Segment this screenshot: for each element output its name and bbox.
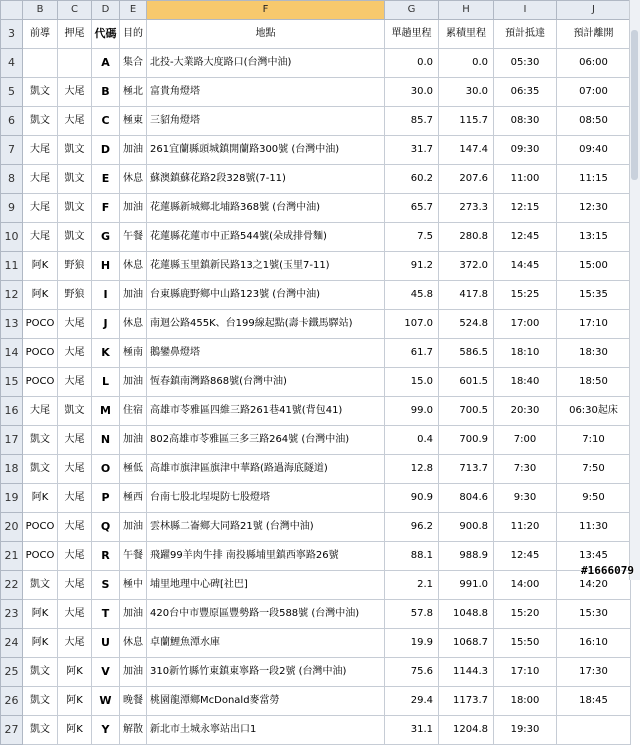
cell-tail[interactable]: 阿K xyxy=(58,716,92,745)
cell-arrival[interactable]: 11:00 xyxy=(494,165,557,194)
cell-distance[interactable]: 85.7 xyxy=(385,107,439,136)
table-row xyxy=(1,426,631,455)
cell-code[interactable]: I xyxy=(92,281,120,310)
cell-code[interactable]: K xyxy=(92,339,120,368)
cell-tail[interactable]: 大尾 xyxy=(58,484,92,513)
cell-departure[interactable]: 14:20 xyxy=(557,571,631,600)
cell-cumulative[interactable]: 417.8 xyxy=(439,281,494,310)
cell-tail[interactable]: 大尾 xyxy=(58,513,92,542)
cell-cumulative[interactable]: 1204.8 xyxy=(439,716,494,745)
cell-purpose[interactable]: 休息 xyxy=(120,310,147,339)
watermark-id: #1666079 xyxy=(581,564,634,577)
cell-lead[interactable]: 阿K xyxy=(23,281,58,310)
cell-departure[interactable]: 15:00 xyxy=(557,252,631,281)
cell-purpose[interactable]: 極低 xyxy=(120,455,147,484)
cell-purpose[interactable]: 加油 xyxy=(120,194,147,223)
table-row xyxy=(1,513,631,542)
cell-location[interactable]: 花蓮縣花蓮市中正路544號(朵成排骨麵) xyxy=(147,223,385,252)
cell-lead[interactable]: 凱文 xyxy=(23,687,58,716)
cell-cumulative[interactable]: 1173.7 xyxy=(439,687,494,716)
table-row xyxy=(1,629,631,658)
cell-lead[interactable]: 大尾 xyxy=(23,397,58,426)
cell-lead[interactable]: 大尾 xyxy=(23,136,58,165)
cell-location[interactable]: 鵝鑾鼻燈塔 xyxy=(147,339,385,368)
cell-cumulative[interactable]: 601.5 xyxy=(439,368,494,397)
cell-cumulative[interactable]: 372.0 xyxy=(439,252,494,281)
cell-arrival[interactable]: 06:35 xyxy=(494,78,557,107)
cell-arrival[interactable]: 08:30 xyxy=(494,107,557,136)
cell-code[interactable]: H xyxy=(92,252,120,281)
cell-distance[interactable]: 0.4 xyxy=(385,426,439,455)
column-header[interactable]: E xyxy=(120,1,147,20)
header-cell-departure[interactable]: 預計離開 xyxy=(557,20,631,49)
header-cell-distance[interactable]: 單趟里程 xyxy=(385,20,439,49)
cell-code[interactable]: J xyxy=(92,310,120,339)
cell-departure[interactable]: 17:10 xyxy=(557,310,631,339)
cell-departure[interactable]: 11:30 xyxy=(557,513,631,542)
cell-code[interactable]: G xyxy=(92,223,120,252)
cell-arrival[interactable]: 14:45 xyxy=(494,252,557,281)
cell-distance[interactable]: 107.0 xyxy=(385,310,439,339)
row-number[interactable]: 5 xyxy=(1,78,23,107)
select-all-corner[interactable] xyxy=(1,1,23,20)
cell-distance[interactable]: 12.8 xyxy=(385,455,439,484)
cell-arrival[interactable]: 12:45 xyxy=(494,223,557,252)
cell-purpose[interactable]: 加油 xyxy=(120,658,147,687)
cell-cumulative[interactable]: 804.6 xyxy=(439,484,494,513)
cell-location[interactable]: 富貴角燈塔 xyxy=(147,78,385,107)
cell-tail[interactable]: 大尾 xyxy=(58,571,92,600)
cell-departure[interactable]: 18:50 xyxy=(557,368,631,397)
cell-lead[interactable]: POCO xyxy=(23,368,58,397)
cell-location[interactable]: 飛躍99羊肉牛排 南投縣埔里鎮西寧路26號 xyxy=(147,542,385,571)
cell-location[interactable]: 花蓮縣玉里鎮新民路13之1號(玉里7-11) xyxy=(147,252,385,281)
cell-arrival[interactable]: 17:00 xyxy=(494,310,557,339)
cell-tail[interactable]: 凱文 xyxy=(58,223,92,252)
cell-cumulative[interactable]: 0.0 xyxy=(439,49,494,78)
cell-purpose[interactable]: 加油 xyxy=(120,600,147,629)
cell-location[interactable]: 310新竹縣竹東鎮東寧路一段2號 (台灣中油) xyxy=(147,658,385,687)
row-number[interactable]: 25 xyxy=(1,658,23,687)
cell-lead[interactable]: 阿K xyxy=(23,629,58,658)
table-row xyxy=(1,107,631,136)
cell-purpose[interactable]: 休息 xyxy=(120,629,147,658)
column-header[interactable]: B xyxy=(23,1,58,20)
table-row xyxy=(1,716,631,745)
header-cell-tail[interactable]: 押尾 xyxy=(58,20,92,49)
row-number[interactable]: 26 xyxy=(1,687,23,716)
table-row xyxy=(1,455,631,484)
row-number[interactable]: 11 xyxy=(1,252,23,281)
cell-cumulative[interactable]: 207.6 xyxy=(439,165,494,194)
cell-lead[interactable]: 阿K xyxy=(23,484,58,513)
cell-lead[interactable]: 大尾 xyxy=(23,165,58,194)
row-number[interactable]: 9 xyxy=(1,194,23,223)
row-number[interactable]: 4 xyxy=(1,49,23,78)
row-number[interactable]: 18 xyxy=(1,455,23,484)
cell-distance[interactable]: 90.9 xyxy=(385,484,439,513)
cell-code[interactable]: Y xyxy=(92,716,120,745)
cell-cumulative[interactable]: 1068.7 xyxy=(439,629,494,658)
cell-tail[interactable]: 大尾 xyxy=(58,368,92,397)
cell-tail[interactable]: 大尾 xyxy=(58,600,92,629)
cell-departure[interactable]: 18:30 xyxy=(557,339,631,368)
cell-tail[interactable]: 凱文 xyxy=(58,397,92,426)
cell-lead[interactable]: 大尾 xyxy=(23,194,58,223)
cell-tail[interactable]: 大尾 xyxy=(58,542,92,571)
table-row xyxy=(1,542,631,571)
cell-code[interactable]: N xyxy=(92,426,120,455)
cell-arrival[interactable]: 11:20 xyxy=(494,513,557,542)
column-header[interactable]: I xyxy=(494,1,557,20)
cell-purpose[interactable]: 休息 xyxy=(120,252,147,281)
cell-purpose[interactable]: 極南 xyxy=(120,339,147,368)
row-number[interactable]: 24 xyxy=(1,629,23,658)
cell-distance[interactable]: 2.1 xyxy=(385,571,439,600)
row-number[interactable]: 6 xyxy=(1,107,23,136)
cell-tail[interactable]: 野狼 xyxy=(58,281,92,310)
cell-departure[interactable]: 11:15 xyxy=(557,165,631,194)
row-number[interactable]: 15 xyxy=(1,368,23,397)
cell-departure[interactable]: 9:50 xyxy=(557,484,631,513)
cell-purpose[interactable]: 解散 xyxy=(120,716,147,745)
cell-cumulative[interactable]: 1144.3 xyxy=(439,658,494,687)
cell-cumulative[interactable]: 115.7 xyxy=(439,107,494,136)
row-number[interactable]: 13 xyxy=(1,310,23,339)
cell-location[interactable]: 恆春鎮南灣路868號(台灣中油) xyxy=(147,368,385,397)
column-header[interactable]: C xyxy=(58,1,92,20)
cell-tail[interactable]: 阿K xyxy=(58,687,92,716)
table-row xyxy=(1,49,631,78)
cell-purpose[interactable]: 加油 xyxy=(120,426,147,455)
cell-arrival[interactable]: 18:10 xyxy=(494,339,557,368)
cell-purpose[interactable]: 集合 xyxy=(120,49,147,78)
cell-location[interactable]: 台南七股北埕堤防七股燈塔 xyxy=(147,484,385,513)
cell-lead[interactable]: 凱文 xyxy=(23,455,58,484)
cell-location[interactable]: 雲林縣二崙鄉大同路21號 (台灣中油) xyxy=(147,513,385,542)
cell-tail[interactable]: 阿K xyxy=(58,658,92,687)
table-row xyxy=(1,368,631,397)
row-number[interactable]: 27 xyxy=(1,716,23,745)
cell-tail[interactable]: 野狼 xyxy=(58,252,92,281)
header-cell-location[interactable]: 地點 xyxy=(147,20,385,49)
cell-arrival[interactable]: 15:20 xyxy=(494,600,557,629)
cell-departure[interactable] xyxy=(557,716,631,745)
cell-purpose[interactable]: 休息 xyxy=(120,165,147,194)
cell-departure[interactable]: 12:30 xyxy=(557,194,631,223)
cell-purpose[interactable]: 午餐 xyxy=(120,542,147,571)
cell-distance[interactable]: 45.8 xyxy=(385,281,439,310)
table-row xyxy=(1,310,631,339)
table-row xyxy=(1,252,631,281)
cell-lead[interactable]: 凱文 xyxy=(23,658,58,687)
cell-location[interactable]: 花蓮縣新城鄉北埔路368號 (台灣中油) xyxy=(147,194,385,223)
cell-lead[interactable]: 凱文 xyxy=(23,426,58,455)
table-row xyxy=(1,136,631,165)
cell-location[interactable]: 高雄市旗津區旗津中華路(路過海底隧道) xyxy=(147,455,385,484)
scrollbar-thumb[interactable] xyxy=(631,30,638,180)
cell-departure[interactable]: 13:15 xyxy=(557,223,631,252)
cell-departure[interactable]: 15:35 xyxy=(557,281,631,310)
cell-arrival[interactable]: 09:30 xyxy=(494,136,557,165)
cell-departure[interactable]: 15:30 xyxy=(557,600,631,629)
cell-purpose[interactable]: 加油 xyxy=(120,513,147,542)
cell-location[interactable]: 埔里地理中心碑[社巴] xyxy=(147,571,385,600)
cell-distance[interactable]: 31.7 xyxy=(385,136,439,165)
cell-location[interactable]: 蘇澳鎮蘇花路2段328號(7-11) xyxy=(147,165,385,194)
cell-tail[interactable] xyxy=(58,49,92,78)
cell-location[interactable]: 台東縣鹿野鄉中山路123號 (台灣中油) xyxy=(147,281,385,310)
cell-purpose[interactable]: 加油 xyxy=(120,136,147,165)
cell-tail[interactable]: 凱文 xyxy=(58,194,92,223)
cell-location[interactable]: 北投-大業路大度路口(台灣中油) xyxy=(147,49,385,78)
table-row xyxy=(1,165,631,194)
cell-distance[interactable]: 57.8 xyxy=(385,600,439,629)
header-cell-code[interactable]: 代碼 xyxy=(92,20,120,49)
table-row xyxy=(1,78,631,107)
cell-tail[interactable]: 大尾 xyxy=(58,629,92,658)
cell-arrival[interactable]: 18:00 xyxy=(494,687,557,716)
cell-code[interactable]: S xyxy=(92,571,120,600)
row-number[interactable]: 7 xyxy=(1,136,23,165)
table-row xyxy=(1,687,631,716)
column-header-selected[interactable]: F xyxy=(147,1,385,20)
cell-tail[interactable]: 大尾 xyxy=(58,426,92,455)
table-row xyxy=(1,484,631,513)
table-row xyxy=(1,339,631,368)
cell-code[interactable]: V xyxy=(92,658,120,687)
cell-purpose[interactable]: 極西 xyxy=(120,484,147,513)
cell-cumulative[interactable]: 524.8 xyxy=(439,310,494,339)
cell-lead[interactable]: 凱文 xyxy=(23,107,58,136)
cell-departure[interactable]: 7:50 xyxy=(557,455,631,484)
row-number[interactable]: 14 xyxy=(1,339,23,368)
cell-arrival[interactable]: 14:00 xyxy=(494,571,557,600)
cell-lead[interactable]: 凱文 xyxy=(23,78,58,107)
row-number[interactable]: 10 xyxy=(1,223,23,252)
cell-cumulative[interactable]: 713.7 xyxy=(439,455,494,484)
cell-distance[interactable]: 91.2 xyxy=(385,252,439,281)
cell-departure[interactable]: 09:40 xyxy=(557,136,631,165)
cell-cumulative[interactable]: 147.4 xyxy=(439,136,494,165)
cell-lead[interactable] xyxy=(23,49,58,78)
table-row xyxy=(1,571,631,600)
table-row xyxy=(1,397,631,426)
cell-code[interactable]: R xyxy=(92,542,120,571)
cell-arrival[interactable]: 05:30 xyxy=(494,49,557,78)
cell-cumulative[interactable]: 900.8 xyxy=(439,513,494,542)
cell-cumulative[interactable]: 700.5 xyxy=(439,397,494,426)
cell-cumulative[interactable]: 30.0 xyxy=(439,78,494,107)
cell-distance[interactable]: 96.2 xyxy=(385,513,439,542)
cell-distance[interactable]: 31.1 xyxy=(385,716,439,745)
cell-departure[interactable]: 18:45 xyxy=(557,687,631,716)
cell-code[interactable]: W xyxy=(92,687,120,716)
cell-code[interactable]: A xyxy=(92,49,120,78)
cell-distance[interactable]: 29.4 xyxy=(385,687,439,716)
cell-code[interactable]: T xyxy=(92,600,120,629)
row-number[interactable]: 23 xyxy=(1,600,23,629)
header-cell-purpose[interactable]: 目的 xyxy=(120,20,147,49)
cell-lead[interactable]: 阿K xyxy=(23,600,58,629)
cell-arrival[interactable]: 12:45 xyxy=(494,542,557,571)
cell-departure[interactable]: 06:30起床 xyxy=(557,397,631,426)
cell-code[interactable]: U xyxy=(92,629,120,658)
cell-distance[interactable]: 15.0 xyxy=(385,368,439,397)
table-row xyxy=(1,281,631,310)
cell-arrival[interactable]: 15:25 xyxy=(494,281,557,310)
cell-cumulative[interactable]: 273.3 xyxy=(439,194,494,223)
row-number[interactable]: 20 xyxy=(1,513,23,542)
column-header[interactable]: G xyxy=(385,1,439,20)
cell-distance[interactable]: 75.6 xyxy=(385,658,439,687)
cell-code[interactable]: M xyxy=(92,397,120,426)
cell-distance[interactable]: 30.0 xyxy=(385,78,439,107)
cell-tail[interactable]: 大尾 xyxy=(58,339,92,368)
cell-departure[interactable]: 7:10 xyxy=(557,426,631,455)
cell-lead[interactable]: POCO xyxy=(23,339,58,368)
cell-lead[interactable]: 大尾 xyxy=(23,223,58,252)
cell-distance[interactable]: 99.0 xyxy=(385,397,439,426)
cell-departure[interactable]: 07:00 xyxy=(557,78,631,107)
cell-cumulative[interactable]: 700.9 xyxy=(439,426,494,455)
row-number[interactable]: 3 xyxy=(1,20,23,49)
cell-code[interactable]: Q xyxy=(92,513,120,542)
cell-lead[interactable]: POCO xyxy=(23,542,58,571)
cell-location[interactable]: 420台中市豐原區豐勢路一段588號 (台灣中油) xyxy=(147,600,385,629)
header-cell-cumulative[interactable]: 累積里程 xyxy=(439,20,494,49)
row-number[interactable]: 17 xyxy=(1,426,23,455)
cell-arrival[interactable]: 17:10 xyxy=(494,658,557,687)
cell-departure[interactable]: 06:00 xyxy=(557,49,631,78)
cell-lead[interactable]: POCO xyxy=(23,310,58,339)
table-row xyxy=(1,223,631,252)
cell-tail[interactable]: 大尾 xyxy=(58,455,92,484)
cell-location[interactable]: 南迴公路455K、台199線起點(壽卡鐵馬驛站) xyxy=(147,310,385,339)
cell-purpose[interactable]: 晚餐 xyxy=(120,687,147,716)
cell-code[interactable]: P xyxy=(92,484,120,513)
cell-arrival[interactable]: 7:00 xyxy=(494,426,557,455)
cell-departure[interactable]: 17:30 xyxy=(557,658,631,687)
column-header[interactable]: J xyxy=(557,1,631,20)
row-number[interactable]: 19 xyxy=(1,484,23,513)
column-header[interactable]: D xyxy=(92,1,120,20)
cell-lead[interactable]: POCO xyxy=(23,513,58,542)
cell-purpose[interactable]: 住宿 xyxy=(120,397,147,426)
table-row xyxy=(1,194,631,223)
cell-location[interactable]: 桃園龍潭鄉McDonald麥當勞 xyxy=(147,687,385,716)
cell-purpose[interactable]: 極中 xyxy=(120,571,147,600)
cell-tail[interactable]: 大尾 xyxy=(58,78,92,107)
cell-code[interactable]: L xyxy=(92,368,120,397)
cell-tail[interactable]: 大尾 xyxy=(58,107,92,136)
cell-code[interactable]: B xyxy=(92,78,120,107)
cell-purpose[interactable]: 極北 xyxy=(120,78,147,107)
cell-departure[interactable]: 13:45 xyxy=(557,542,631,571)
cell-purpose[interactable]: 加油 xyxy=(120,281,147,310)
cell-purpose[interactable]: 極東 xyxy=(120,107,147,136)
row-number[interactable]: 12 xyxy=(1,281,23,310)
table-header-row xyxy=(1,20,631,49)
cell-cumulative[interactable]: 988.9 xyxy=(439,542,494,571)
row-number[interactable]: 16 xyxy=(1,397,23,426)
table-row xyxy=(1,600,631,629)
cell-distance[interactable]: 88.1 xyxy=(385,542,439,571)
vertical-scrollbar[interactable] xyxy=(629,0,640,580)
cell-location[interactable]: 卓蘭鯉魚潭水庫 xyxy=(147,629,385,658)
cell-arrival[interactable]: 15:50 xyxy=(494,629,557,658)
cell-distance[interactable]: 0.0 xyxy=(385,49,439,78)
table-row xyxy=(1,658,631,687)
row-number[interactable]: 8 xyxy=(1,165,23,194)
cell-location[interactable]: 高雄市苓雅區四維三路261巷41號(背包41) xyxy=(147,397,385,426)
cell-departure[interactable]: 16:10 xyxy=(557,629,631,658)
column-header[interactable]: H xyxy=(439,1,494,20)
cell-arrival[interactable]: 20:30 xyxy=(494,397,557,426)
cell-cumulative[interactable]: 1048.8 xyxy=(439,600,494,629)
cell-tail[interactable]: 大尾 xyxy=(58,310,92,339)
cell-tail[interactable]: 凱文 xyxy=(58,136,92,165)
cell-arrival[interactable]: 9:30 xyxy=(494,484,557,513)
cell-cumulative[interactable]: 280.8 xyxy=(439,223,494,252)
column-header-row xyxy=(1,1,631,20)
cell-purpose[interactable]: 加油 xyxy=(120,368,147,397)
cell-distance[interactable]: 7.5 xyxy=(385,223,439,252)
header-cell-arrival[interactable]: 預計抵達 xyxy=(494,20,557,49)
cell-location[interactable]: 新北市土城永寧站出口1 xyxy=(147,716,385,745)
cell-distance[interactable]: 19.9 xyxy=(385,629,439,658)
cell-code[interactable]: F xyxy=(92,194,120,223)
cell-location[interactable]: 三貂角燈塔 xyxy=(147,107,385,136)
cell-lead[interactable]: 阿K xyxy=(23,252,58,281)
cell-code[interactable]: E xyxy=(92,165,120,194)
cell-distance[interactable]: 60.2 xyxy=(385,165,439,194)
cell-cumulative[interactable]: 586.5 xyxy=(439,339,494,368)
cell-departure[interactable]: 08:50 xyxy=(557,107,631,136)
cell-code[interactable]: D xyxy=(92,136,120,165)
cell-code[interactable]: C xyxy=(92,107,120,136)
cell-lead[interactable]: 凱文 xyxy=(23,716,58,745)
row-number[interactable]: 21 xyxy=(1,542,23,571)
cell-arrival[interactable]: 12:15 xyxy=(494,194,557,223)
header-cell-lead[interactable]: 前導 xyxy=(23,20,58,49)
cell-location[interactable]: 261宜蘭縣頭城鎮開蘭路300號 (台灣中油) xyxy=(147,136,385,165)
cell-lead[interactable]: 凱文 xyxy=(23,571,58,600)
cell-tail[interactable]: 凱文 xyxy=(58,165,92,194)
cell-location[interactable]: 802高雄市苓雅區三多三路264號 (台灣中油) xyxy=(147,426,385,455)
cell-cumulative[interactable]: 991.0 xyxy=(439,571,494,600)
cell-arrival[interactable]: 19:30 xyxy=(494,716,557,745)
cell-arrival[interactable]: 7:30 xyxy=(494,455,557,484)
row-number[interactable]: 22 xyxy=(1,571,23,600)
cell-code[interactable]: O xyxy=(92,455,120,484)
cell-purpose[interactable]: 午餐 xyxy=(120,223,147,252)
cell-distance[interactable]: 65.7 xyxy=(385,194,439,223)
cell-arrival[interactable]: 18:40 xyxy=(494,368,557,397)
cell-distance[interactable]: 61.7 xyxy=(385,339,439,368)
